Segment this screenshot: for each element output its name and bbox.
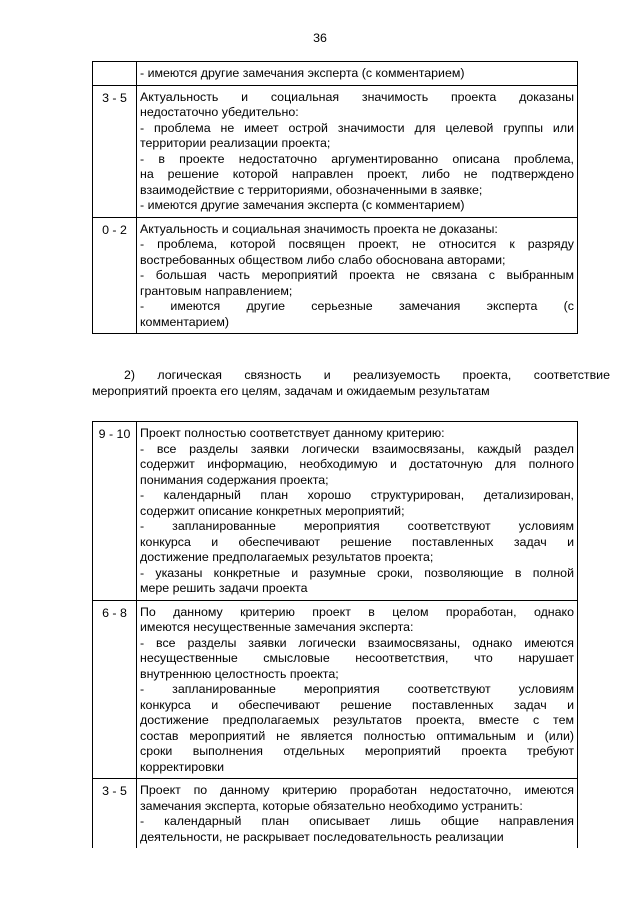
description-line: - проблема не имеет острой значимости для целевой группы или [140,120,574,135]
description-line: корректировки [140,759,224,774]
description-line: достижение предполагаемых результатов проекта, вместе с тем [140,713,574,727]
description-cell [137,85,578,217]
section-heading-line-2: мероприятий проекта его целям, задачам и ожидаемым результатам [92,384,490,398]
description-line: - большая часть мероприятий проекта не связана с выбранным [140,268,574,282]
score-cell: 0 - 2 [93,217,137,334]
criteria-table-coherence [92,421,578,848]
description-line: - запланированные мероприятия соответствуют условиям [140,519,574,533]
description-line: территории реализации проекта; [140,136,331,150]
description-line: мере решить задачи проекта [140,581,308,595]
description-line: конкурса и обеспечивают решение поставленных задач и [140,534,574,549]
criteria-table-relevance [92,61,578,334]
description-cell [137,600,578,779]
description-line: понимания содержания проекта; [140,472,329,487]
description-line: По данному критерию проект в целом проработан, однако [140,604,574,619]
description-line: Проект полностью соответствует данному критерию: [140,426,445,440]
description-line: - в проекте недостаточно аргументированно описана проблема, [140,151,574,166]
description-line: комментарием) [140,314,229,329]
description-cell [137,422,578,601]
description-line: сроки выполнения отдельных мероприятий проекта требуют [140,744,574,758]
score-cell: 6 - 8 [93,600,137,779]
description-line: конкурса и обеспечивают решение поставленных задач и [140,697,574,712]
section-heading [92,367,610,399]
description-line: содержит описание конкретных мероприятий; [140,503,405,518]
description-cell [137,779,578,849]
description-line: - календарный план хорошо структурирован, детализирован, [140,488,574,502]
section-heading-line-1: 2) логическая связность и реализуемость проекта, соответствие [124,368,610,382]
description-line: - проблема, которой посвящен проект, не относится к разряду [140,237,574,251]
description-line: внутреннюю целостность проекта; [140,666,339,681]
description-line: востребованных обществом либо слабо обоснована авторами; [140,252,506,267]
criteria-row [93,779,578,849]
description-line: замечания эксперта, которые обязательно необходимо устранить: [140,798,523,813]
description-line: содержит информацию, необходимую и достаточную для полного [140,457,574,471]
criteria-row [93,62,578,86]
criteria-row [93,422,578,601]
description-line: - указаны конкретные и разумные сроки, позволяющие в полной [140,565,574,580]
score-cell: 9 - 10 [93,422,137,601]
score-cell: 3 - 5 [93,85,137,217]
criteria-row [93,600,578,779]
description-cell [137,62,578,86]
description-line: имеются несущественные замечания эксперта: [140,620,414,634]
description-line: достижение предполагаемых результатов проекта; [140,550,434,564]
description-line: - имеются другие замечания эксперта (с комментарием) [140,66,465,80]
description-line: несущественные смысловые несоответствия, что нарушает [140,651,574,665]
description-line: - все разделы заявки логически взаимосвязаны, каждый раздел [140,441,574,456]
description-line: Актуальность и социальная значимость проекта не доказаны: [140,221,498,236]
description-line: на решение которой направлен проект, либо не подтверждено [140,167,574,181]
description-cell [137,217,578,334]
description-line: Проект по данному критерию проработан недостаточно, имеются [140,783,574,797]
description-line: грантовым направлением; [140,283,293,298]
description-line: - все разделы заявки логически взаимосвязаны, однако имеются [140,635,574,650]
description-line: недостаточно убедительно: [140,105,299,119]
description-line: деятельности, не раскрывает последовательность реализации [140,829,504,844]
criteria-row [93,217,578,334]
description-line: - запланированные мероприятия соответствуют условиям [140,682,574,696]
criteria-row [93,85,578,217]
description-line: - имеются другие серьезные замечания эксперта (с [140,299,574,313]
description-line: - имеются другие замечания эксперта (с комментарием) [140,198,465,212]
description-line: состав мероприятий не является полностью оптимальным и (или) [140,728,574,743]
page-number: 36 [313,31,327,45]
description-line: Актуальность и социальная значимость проекта доказаны [140,89,574,104]
score-cell [93,62,137,86]
score-cell: 3 - 5 [93,779,137,849]
description-line: взаимодействие с территориями, обозначенными в заявке; [140,182,483,197]
description-line: - календарный план описывает лишь общие направления [140,814,574,828]
